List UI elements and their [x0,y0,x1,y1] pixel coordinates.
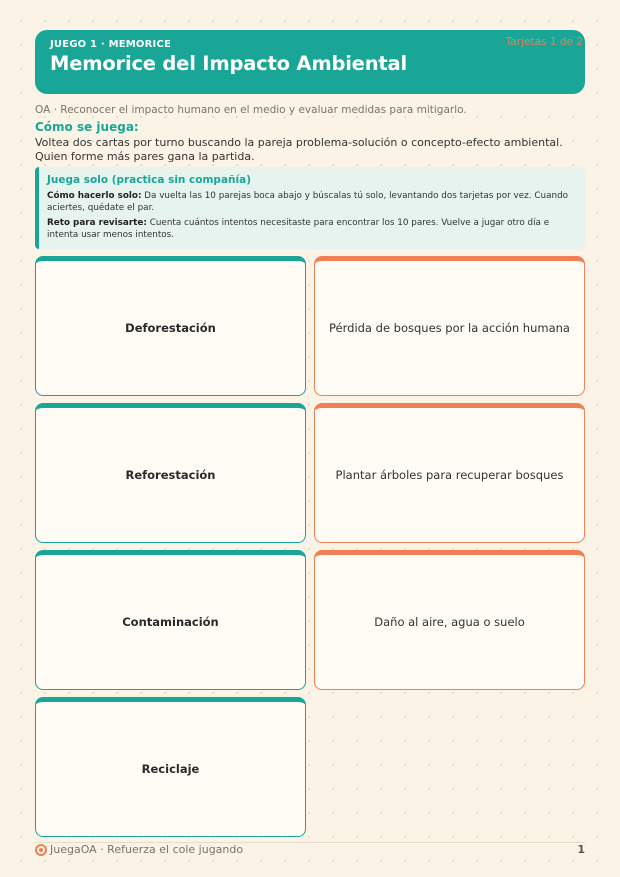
solo-challenge-text: Cuenta cuántos intentos necesitaste para encontrar los 10 pares. Vuelve a jugar otro día e intenta usar menos intentos. [47,218,550,240]
solo-how-text: Da vuelta las 10 parejas boca abajo y búscalas tú solo, levantando dos tarjetas por vez. Cuando aciertes, quédate el par. [47,191,569,213]
cards-page-label: Tarjetas 1 de 2 [505,36,583,48]
card-label: Daño al aire, agua o suelo [374,615,525,629]
solo-challenge-line [47,217,577,241]
card-label: Contaminación [122,615,219,629]
game-header [35,30,585,94]
card-label: Reforestación [125,468,216,482]
how-to-text: Voltea dos cartas por turno buscando la pareja problema-solución o concepto-efecto ambiental. Quien forme más pares gana la partida. [35,136,563,163]
page-number: 1 [577,843,585,856]
memory-card-concept[interactable] [35,697,306,837]
memory-card-concept[interactable] [35,550,306,690]
memory-card-concept[interactable] [35,256,306,396]
memory-card-concept[interactable] [35,403,306,543]
memory-card-effect[interactable] [314,550,585,690]
game-title: Memorice del Impacto Ambiental [50,52,407,75]
solo-title: Juega solo (practica sin compañía) [47,174,251,186]
circle-logo-icon [35,844,47,856]
solo-how-line [47,190,577,214]
solo-how-label: Cómo hacerlo solo: [47,191,142,201]
card-label: Pérdida de bosques por la acción humana [329,321,570,335]
learning-objective: OA · Reconocer el impacto humano en el medio y evaluar medidas para mitigarlo. [35,104,467,116]
solo-play-box [35,167,585,249]
memory-card-effect[interactable] [314,256,585,396]
card-label: Deforestación [125,321,216,335]
how-to-heading: Cómo se juega: [35,120,139,134]
solo-challenge-label: Reto para revisarte: [47,218,147,228]
card-label: Reciclaje [141,762,200,776]
card-label: Plantar árboles para recuperar bosques [335,468,564,482]
memory-card-effect[interactable] [314,403,585,543]
footer-text: JuegaOA · Refuerza el cole jugando [50,843,244,856]
game-kicker: JUEGO 1 · MEMORICE [50,39,172,50]
